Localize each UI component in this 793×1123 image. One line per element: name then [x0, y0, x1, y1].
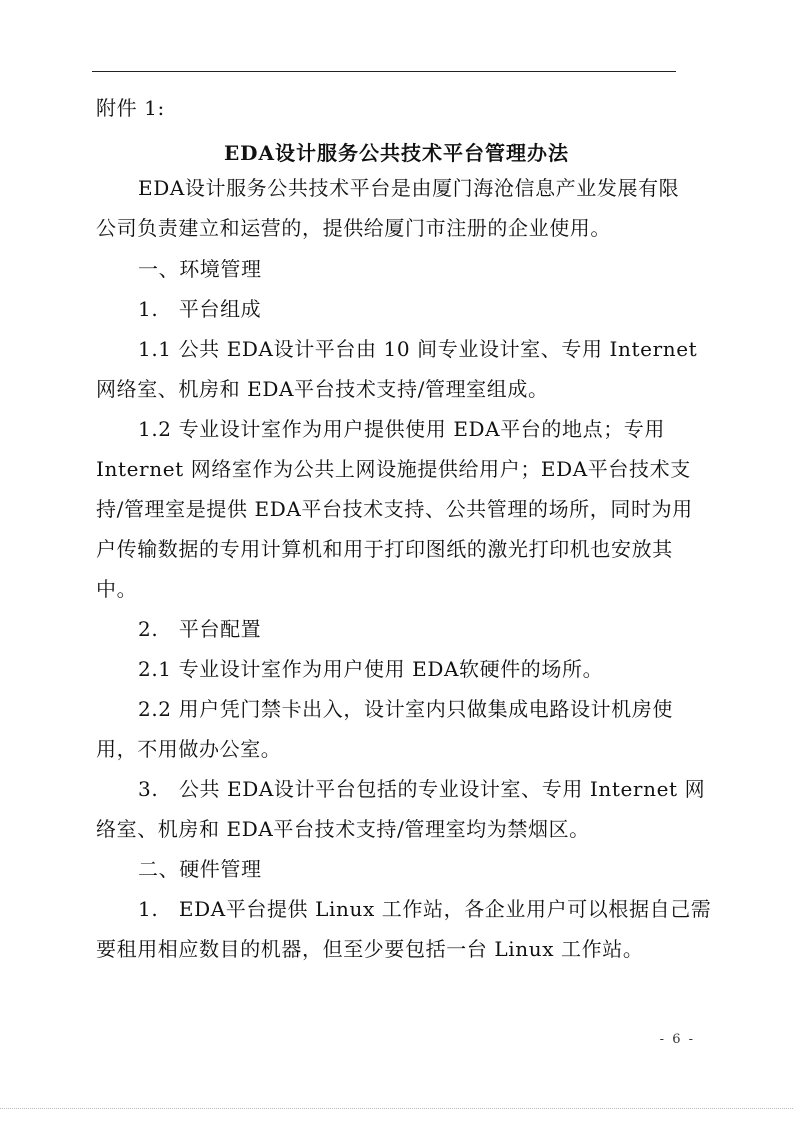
paragraph-line: EDA设计服务公共技术平台是由厦门海沧信息产业发展有限: [138, 176, 680, 200]
header-rule: [92, 71, 676, 72]
paragraph-line: 公司负责建立和运营的，提供给厦门市注册的企业使用。: [96, 216, 611, 240]
paragraph-line: Internet 网络室作为公共上网设施提供给用户；EDA平台技术支: [96, 457, 691, 481]
scan-edge: [0, 1108, 793, 1109]
paragraph-line: 要租用相应数目的机器，但至少要包括一台 Linux 工作站。: [96, 937, 644, 961]
paragraph-line: 持/管理室是提供 EDA平台技术支持、公共管理的场所，同时为用: [96, 497, 693, 521]
paragraph-line: 网络室、机房和 EDA平台技术支持/管理室组成。: [96, 377, 549, 401]
attachment-label: 附件 1:: [96, 96, 165, 120]
paragraph-line: 1. EDA平台提供 Linux 工作站，各企业用户可以根据自己需: [138, 897, 712, 921]
page-number: - 6 -: [659, 1032, 695, 1047]
paragraph-line: 3. 公共 EDA设计平台包括的专业设计室、专用 Internet 网: [138, 777, 706, 801]
paragraph-line: 中。: [96, 577, 138, 601]
document-title: EDA设计服务公共技术平台管理办法: [223, 141, 570, 165]
paragraph-line: 2.1 专业设计室作为用户使用 EDA软硬件的场所。: [138, 657, 604, 681]
section-heading: 一、环境管理: [138, 257, 262, 281]
subsection-heading: 1. 平台组成: [138, 297, 262, 321]
paragraph-line: 1.2 专业设计室作为用户提供使用 EDA平台的地点；专用: [138, 417, 665, 441]
section-heading: 二、硬件管理: [138, 857, 262, 881]
paragraph-line: 2.2 用户凭门禁卡出入，设计室内只做集成电路设计机房使: [138, 697, 673, 721]
paragraph-line: 用，不用做办公室。: [96, 737, 282, 761]
paragraph-line: 1.1 公共 EDA设计平台由 10 间专业设计室、专用 Internet: [138, 337, 698, 361]
paragraph-line: 户传输数据的专用计算机和用于打印图纸的激光打印机也安放其: [96, 537, 673, 561]
paragraph-line: 络室、机房和 EDA平台技术支持/管理室均为禁烟区。: [96, 817, 590, 841]
subsection-heading: 2. 平台配置: [138, 617, 262, 641]
